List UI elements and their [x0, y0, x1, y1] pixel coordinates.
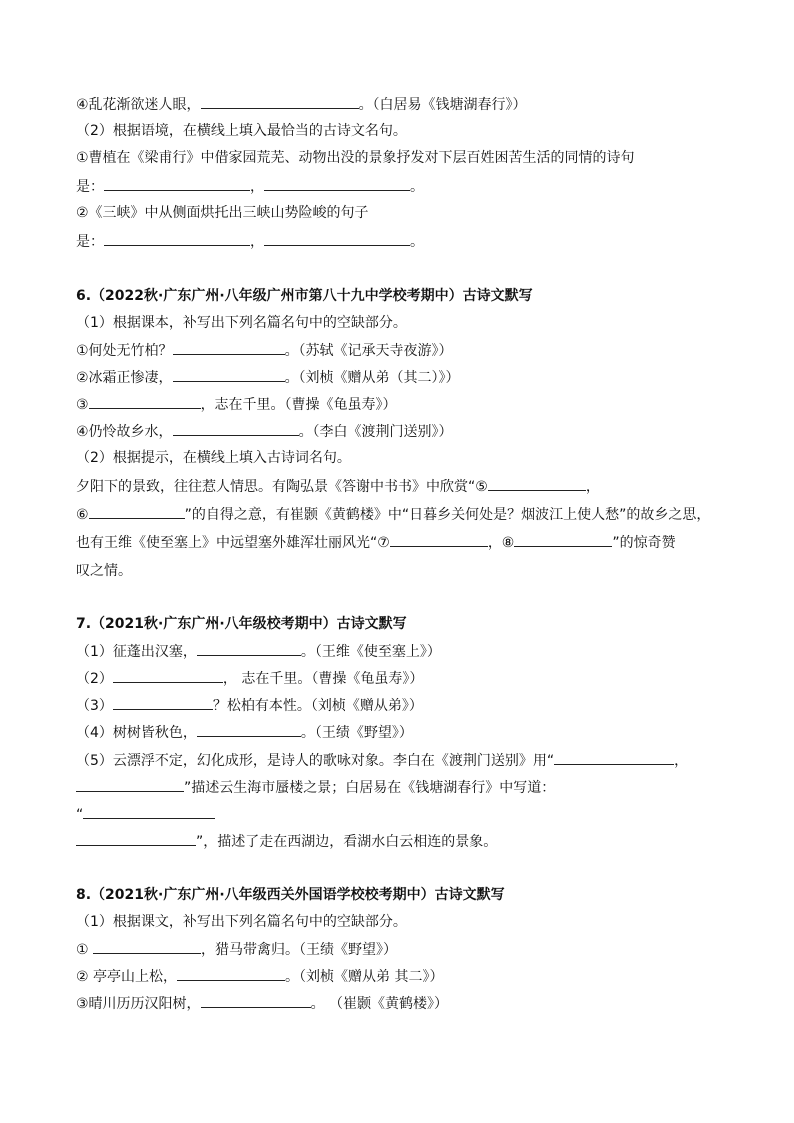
line-text: 是：: [76, 234, 104, 250]
question-line: [76, 668, 736, 689]
question-line: [76, 695, 736, 716]
answer-blank[interactable]: [264, 231, 410, 246]
question-line: [76, 777, 736, 798]
question-line: [76, 641, 736, 662]
question-line: [76, 421, 736, 442]
line-text: （1）征蓬出汉塞，: [76, 644, 197, 660]
line-text: 夕阳下的景致，往往惹人情思。有陶弘景《答谢中书书》中欣赏“⑤: [76, 479, 488, 495]
line-text: ”的惊奇赞: [612, 535, 676, 551]
answer-blank[interactable]: [104, 176, 250, 191]
answer-blank[interactable]: [514, 532, 612, 547]
question-line: [76, 993, 736, 1014]
answer-blank[interactable]: [177, 966, 285, 981]
question-line: [76, 831, 736, 852]
line-text: 是：: [76, 179, 104, 195]
answer-blank[interactable]: [197, 641, 301, 656]
line-text: 。: [410, 179, 424, 195]
answer-blank[interactable]: [173, 367, 285, 382]
line-text: 。（白居易《钱塘湖春行》）: [358, 97, 527, 113]
line-text: 。（王维《使至塞上》）: [300, 644, 441, 660]
line-text: ”，描述了走在西湖边，看湖水白云相连的景象。: [196, 834, 498, 850]
line-text: ⑥: [76, 507, 89, 523]
line-text: （4）树树皆秋色，: [76, 725, 197, 741]
line-text: ② 亭亭山上松，: [76, 969, 178, 985]
line-text: ？松柏有本性。（刘桢《赠从弟》）: [212, 698, 423, 714]
answer-blank[interactable]: [173, 340, 285, 355]
question-line: [76, 367, 736, 388]
line-text: ，: [250, 179, 264, 195]
answer-blank[interactable]: [113, 668, 223, 683]
question-line: ①曹植在《梁甫行》中借家园荒芜、动物出没的景象抒发对下层百姓困苦生活的同情的诗句: [76, 150, 635, 166]
line-text: ②冰霜正惨凄，: [76, 370, 173, 386]
line-text: 。（王绩《野望》）: [300, 725, 413, 741]
answer-blank[interactable]: [201, 993, 311, 1008]
question-line: [76, 176, 736, 197]
line-text: ，: [250, 234, 264, 250]
answer-blank[interactable]: [488, 476, 586, 491]
line-text: ①何处无竹柏？: [76, 343, 173, 359]
question-line: [76, 750, 736, 771]
line-text: ，志在千里。（曹操《龟虽寿》）: [200, 397, 397, 413]
question-line: [76, 476, 736, 497]
line-text: 。 （崔颢《黄鹤楼》）: [310, 996, 449, 1012]
question-line: （2）根据提示，在横线上填入古诗词名句。: [76, 450, 351, 466]
line-text: ④乱花渐欲迷人眼，: [76, 97, 201, 113]
answer-blank[interactable]: [173, 421, 299, 436]
line-text: ”的自得之意，有崔颢《黄鹤楼》中“日暮乡关何处是？烟波江上使人愁”的故乡之思，: [184, 507, 711, 523]
answer-blank[interactable]: [76, 777, 184, 792]
line-text: 。（刘桢《赠从弟 其二》）: [285, 969, 444, 985]
answer-blank[interactable]: [89, 504, 185, 519]
line-text: ”描述云生海市蜃楼之景；白居易在《钱塘湖春行》中写道：: [184, 780, 556, 796]
question-line: ②《三峡》中从侧面烘托出三峡山势险峻的句子: [76, 205, 369, 221]
line-text: 也有王维《使至塞上》中远望塞外雄浑壮丽风光“⑦: [76, 535, 390, 551]
answer-blank[interactable]: [83, 804, 215, 819]
line-text: （3）: [76, 698, 113, 714]
line-text: ，⑧: [487, 535, 515, 551]
question-line: [76, 94, 736, 115]
question-line: [76, 722, 736, 743]
question-line: [76, 532, 736, 553]
answer-blank[interactable]: [264, 176, 410, 191]
line-text: ，猎马带禽归。（王绩《野望》）: [201, 942, 398, 958]
answer-blank[interactable]: [76, 831, 196, 846]
line-text: 。（刘桢《赠从弟（其二）》）: [284, 370, 460, 386]
question-line: （1）根据课本，补写出下列名篇名句中的空缺部分。: [76, 315, 407, 331]
question-line: [76, 504, 736, 525]
line-text: 。: [410, 234, 424, 250]
answer-blank[interactable]: [197, 722, 301, 737]
question-line: （2）根据语境，在横线上填入最恰当的古诗文名句。: [76, 123, 407, 139]
line-text: ，: [674, 753, 689, 769]
answer-blank[interactable]: [201, 94, 359, 109]
line-text: “: [76, 807, 84, 823]
question-line: [76, 804, 736, 825]
question-line: [76, 939, 736, 960]
answer-blank[interactable]: [104, 231, 250, 246]
line-text: ， 志在千里。（曹操《龟虽寿》）: [222, 671, 424, 687]
question-title: 7.（2021秋·广东广州·八年级校考期中）古诗文默写: [76, 616, 407, 632]
question-line: [76, 231, 736, 252]
question-line: 叹之情。: [76, 563, 132, 579]
line-text: （2）: [76, 671, 113, 687]
line-text: ①: [76, 942, 94, 958]
answer-blank[interactable]: [89, 394, 201, 409]
answer-blank[interactable]: [93, 939, 201, 954]
answer-blank[interactable]: [390, 532, 488, 547]
line-text: （5）云漂浮不定，幻化成形，是诗人的歌咏对象。李白在《渡荆门送别》用“: [76, 753, 555, 769]
question-line: [76, 340, 736, 361]
line-text: 。（李白《渡荆门送别》）: [298, 424, 453, 440]
line-text: ③晴川历历汉阳树，: [76, 996, 201, 1012]
answer-blank[interactable]: [554, 750, 674, 765]
question-line: （1）根据课文，补写出下列名篇名句中的空缺部分。: [76, 914, 407, 930]
question-line: [76, 966, 736, 987]
line-text: ④仍怜故乡水，: [76, 424, 173, 440]
question-line: [76, 394, 736, 415]
line-text: 。（苏轼《记承天寺夜游》）: [284, 343, 453, 359]
answer-blank[interactable]: [113, 695, 213, 710]
line-text: ，: [585, 479, 600, 495]
question-title: 6.（2022秋·广东广州·八年级广州市第八十九中学校考期中）古诗文默写: [76, 288, 533, 304]
question-title: 8.（2021秋·广东广州·八年级西关外国语学校校考期中）古诗文默写: [76, 887, 505, 903]
line-text: ③: [76, 397, 89, 413]
